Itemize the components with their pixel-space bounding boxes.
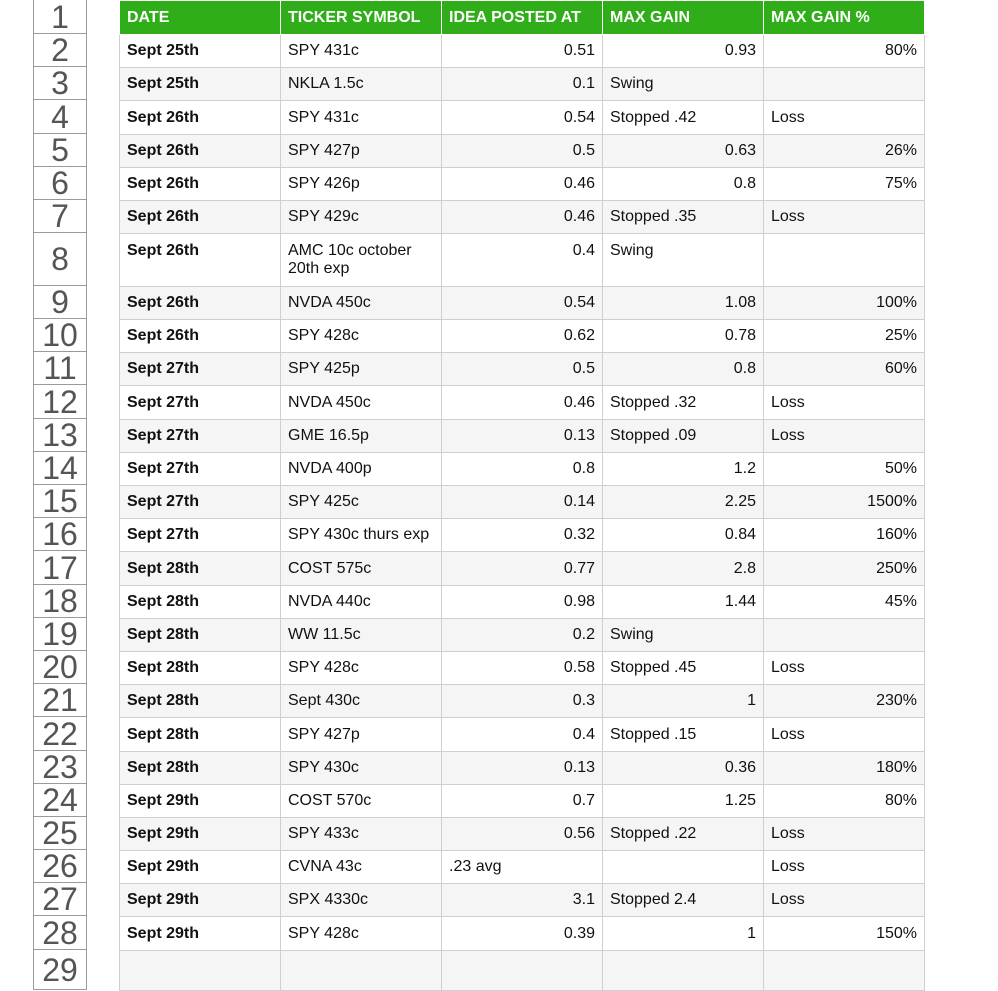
- idea-posted-cell[interactable]: 0.2: [442, 619, 603, 652]
- row-number[interactable]: 22: [34, 717, 86, 751]
- date-cell[interactable]: Sept 29th: [120, 785, 281, 818]
- ticker-cell[interactable]: CVNA 43c: [281, 851, 442, 884]
- header-ticker-symbol[interactable]: TICKER SYMBOL: [281, 1, 442, 35]
- ticker-cell[interactable]: SPY 428c: [281, 320, 442, 353]
- row-number[interactable]: 29: [34, 950, 86, 990]
- max-gain-cell[interactable]: 0.8: [603, 168, 764, 201]
- date-cell[interactable]: Sept 29th: [120, 917, 281, 951]
- ticker-cell[interactable]: SPY 430c: [281, 752, 442, 785]
- ticker-cell[interactable]: SPY 427p: [281, 718, 442, 752]
- row-number[interactable]: 27: [34, 883, 86, 916]
- spreadsheet-table: [119, 0, 925, 991]
- date-cell[interactable]: Sept 26th: [120, 234, 281, 287]
- max-gain-cell[interactable]: 0.84: [603, 519, 764, 552]
- table-row: [120, 453, 925, 486]
- max-gain-cell[interactable]: 0.93: [603, 35, 764, 68]
- date-cell[interactable]: Sept 28th: [120, 586, 281, 619]
- max-gain-percent-cell[interactable]: [764, 68, 925, 101]
- date-cell[interactable]: Sept 29th: [120, 884, 281, 917]
- date-cell[interactable]: Sept 28th: [120, 619, 281, 652]
- max-gain-cell[interactable]: 0.36: [603, 752, 764, 785]
- row-number[interactable]: 28: [34, 916, 86, 950]
- max-gain-cell[interactable]: Stopped 2.4: [603, 884, 764, 917]
- header-date[interactable]: DATE: [120, 1, 281, 35]
- ticker-cell[interactable]: GME 16.5p: [281, 420, 442, 453]
- table-row: [120, 785, 925, 818]
- table-row: [120, 68, 925, 101]
- header-row: [120, 1, 925, 35]
- max-gain-cell[interactable]: Swing: [603, 68, 764, 101]
- ticker-cell[interactable]: NVDA 450c: [281, 386, 442, 420]
- table-row: [120, 234, 925, 287]
- row-number[interactable]: 5: [34, 134, 86, 167]
- table-row: [120, 951, 925, 991]
- idea-posted-cell[interactable]: 0.32: [442, 519, 603, 552]
- max-gain-percent-cell[interactable]: 26%: [764, 135, 925, 168]
- ticker-cell[interactable]: SPY 425p: [281, 353, 442, 386]
- max-gain-cell[interactable]: Stopped .32: [603, 386, 764, 420]
- date-cell[interactable]: Sept 27th: [120, 486, 281, 519]
- table-row: [120, 884, 925, 917]
- table-row: [120, 101, 925, 135]
- ticker-cell[interactable]: SPY 431c: [281, 35, 442, 68]
- idea-posted-cell[interactable]: 0.51: [442, 35, 603, 68]
- date-cell[interactable]: Sept 26th: [120, 135, 281, 168]
- max-gain-percent-cell[interactable]: [764, 951, 925, 991]
- idea-posted-cell[interactable]: 0.8: [442, 453, 603, 486]
- max-gain-percent-cell[interactable]: 50%: [764, 453, 925, 486]
- max-gain-percent-cell[interactable]: Loss: [764, 884, 925, 917]
- max-gain-cell[interactable]: 0.63: [603, 135, 764, 168]
- max-gain-percent-cell[interactable]: Loss: [764, 101, 925, 135]
- ticker-cell[interactable]: SPY 429c: [281, 201, 442, 234]
- max-gain-cell[interactable]: Stopped .35: [603, 201, 764, 234]
- max-gain-cell[interactable]: 2.25: [603, 486, 764, 519]
- idea-posted-cell[interactable]: 0.39: [442, 917, 603, 951]
- date-cell[interactable]: Sept 28th: [120, 718, 281, 752]
- max-gain-percent-cell[interactable]: Loss: [764, 386, 925, 420]
- date-cell[interactable]: Sept 29th: [120, 851, 281, 884]
- row-number[interactable]: 3: [34, 67, 86, 100]
- table-row: [120, 353, 925, 386]
- date-cell[interactable]: Sept 25th: [120, 35, 281, 68]
- max-gain-percent-cell[interactable]: [764, 619, 925, 652]
- row-number[interactable]: 25: [34, 817, 86, 850]
- max-gain-cell[interactable]: 1.2: [603, 453, 764, 486]
- idea-posted-cell[interactable]: 0.62: [442, 320, 603, 353]
- idea-posted-cell[interactable]: 0.56: [442, 818, 603, 851]
- row-number[interactable]: 1: [34, 0, 86, 34]
- table-row: [120, 917, 925, 951]
- date-cell[interactable]: Sept 25th: [120, 68, 281, 101]
- idea-posted-cell[interactable]: 0.1: [442, 68, 603, 101]
- max-gain-cell[interactable]: 2.8: [603, 552, 764, 586]
- table-row: [120, 201, 925, 234]
- ticker-cell[interactable]: SPY 430c thurs exp: [281, 519, 442, 552]
- table-row: [120, 287, 925, 320]
- date-cell[interactable]: Sept 28th: [120, 552, 281, 586]
- ticker-cell[interactable]: NVDA 400p: [281, 453, 442, 486]
- idea-posted-cell[interactable]: 0.4: [442, 718, 603, 752]
- row-number[interactable]: 16: [34, 518, 86, 551]
- idea-posted-cell[interactable]: 0.46: [442, 168, 603, 201]
- ticker-cell[interactable]: COST 575c: [281, 552, 442, 586]
- idea-posted-cell[interactable]: 0.46: [442, 201, 603, 234]
- date-cell[interactable]: Sept 26th: [120, 287, 281, 320]
- idea-posted-cell[interactable]: 0.13: [442, 420, 603, 453]
- table-body: [120, 35, 925, 991]
- max-gain-cell[interactable]: Swing: [603, 619, 764, 652]
- max-gain-percent-cell[interactable]: Loss: [764, 718, 925, 752]
- row-number[interactable]: 7: [34, 200, 86, 233]
- max-gain-percent-cell[interactable]: Loss: [764, 818, 925, 851]
- ticker-cell[interactable]: SPY 433c: [281, 818, 442, 851]
- row-number[interactable]: 8: [34, 233, 86, 286]
- ticker-cell[interactable]: Sept 430c: [281, 685, 442, 718]
- idea-posted-cell[interactable]: 0.5: [442, 135, 603, 168]
- idea-posted-cell[interactable]: 3.1: [442, 884, 603, 917]
- ticker-cell[interactable]: SPY 428c: [281, 917, 442, 951]
- max-gain-cell[interactable]: 1.25: [603, 785, 764, 818]
- row-number[interactable]: 13: [34, 419, 86, 452]
- max-gain-percent-cell[interactable]: Loss: [764, 201, 925, 234]
- idea-posted-cell[interactable]: 0.3: [442, 685, 603, 718]
- max-gain-percent-cell[interactable]: 180%: [764, 752, 925, 785]
- date-cell[interactable]: Sept 28th: [120, 652, 281, 685]
- idea-posted-cell[interactable]: 0.13: [442, 752, 603, 785]
- idea-posted-cell[interactable]: 0.4: [442, 234, 603, 287]
- max-gain-percent-cell[interactable]: 230%: [764, 685, 925, 718]
- idea-posted-cell[interactable]: 0.54: [442, 287, 603, 320]
- row-number[interactable]: 12: [34, 385, 86, 419]
- ticker-cell[interactable]: COST 570c: [281, 785, 442, 818]
- ticker-cell[interactable]: [281, 951, 442, 991]
- row-number[interactable]: 26: [34, 850, 86, 883]
- date-cell[interactable]: Sept 28th: [120, 752, 281, 785]
- idea-posted-cell[interactable]: 0.54: [442, 101, 603, 135]
- max-gain-cell[interactable]: 1: [603, 917, 764, 951]
- date-cell[interactable]: Sept 26th: [120, 320, 281, 353]
- ticker-cell[interactable]: NVDA 440c: [281, 586, 442, 619]
- ticker-cell[interactable]: SPY 425c: [281, 486, 442, 519]
- ticker-cell[interactable]: NVDA 450c: [281, 287, 442, 320]
- header-max-gain[interactable]: MAX GAIN: [603, 1, 764, 35]
- date-cell[interactable]: Sept 28th: [120, 685, 281, 718]
- idea-posted-cell[interactable]: 0.5: [442, 353, 603, 386]
- date-cell[interactable]: Sept 29th: [120, 818, 281, 851]
- row-number[interactable]: 14: [34, 452, 86, 485]
- date-cell[interactable]: Sept 27th: [120, 353, 281, 386]
- ticker-cell[interactable]: SPY 427p: [281, 135, 442, 168]
- ticker-cell[interactable]: NKLA 1.5c: [281, 68, 442, 101]
- row-number[interactable]: 20: [34, 651, 86, 684]
- ticker-cell[interactable]: SPY 428c: [281, 652, 442, 685]
- ticker-cell[interactable]: SPY 426p: [281, 168, 442, 201]
- date-cell[interactable]: Sept 27th: [120, 386, 281, 420]
- row-number[interactable]: 4: [34, 100, 86, 134]
- idea-posted-cell[interactable]: [442, 951, 603, 991]
- table-row: [120, 552, 925, 586]
- max-gain-cell[interactable]: 1.08: [603, 287, 764, 320]
- idea-posted-cell[interactable]: .23 avg: [442, 851, 603, 884]
- table-row: [120, 168, 925, 201]
- row-number[interactable]: 17: [34, 551, 86, 585]
- table-row: [120, 320, 925, 353]
- ticker-cell[interactable]: SPX 4330c: [281, 884, 442, 917]
- idea-posted-cell[interactable]: 0.14: [442, 486, 603, 519]
- max-gain-percent-cell[interactable]: 250%: [764, 552, 925, 586]
- max-gain-percent-cell[interactable]: 25%: [764, 320, 925, 353]
- row-number[interactable]: 24: [34, 784, 86, 817]
- table-row: [120, 685, 925, 718]
- max-gain-percent-cell[interactable]: 45%: [764, 586, 925, 619]
- table-row: [120, 586, 925, 619]
- ticker-cell[interactable]: AMC 10c october 20th exp: [281, 234, 442, 287]
- table-row: [120, 486, 925, 519]
- max-gain-percent-cell[interactable]: 60%: [764, 353, 925, 386]
- header-idea-posted-at[interactable]: IDEA POSTED AT: [442, 1, 603, 35]
- table-row: [120, 818, 925, 851]
- idea-posted-cell[interactable]: 0.77: [442, 552, 603, 586]
- max-gain-cell[interactable]: Swing: [603, 234, 764, 287]
- max-gain-percent-cell[interactable]: 100%: [764, 287, 925, 320]
- row-number[interactable]: 21: [34, 684, 86, 717]
- max-gain-cell[interactable]: 1: [603, 685, 764, 718]
- table-row: [120, 619, 925, 652]
- row-number[interactable]: 19: [34, 618, 86, 651]
- table-row: [120, 135, 925, 168]
- idea-posted-cell[interactable]: 0.46: [442, 386, 603, 420]
- date-cell[interactable]: Sept 27th: [120, 453, 281, 486]
- row-number[interactable]: 2: [34, 34, 86, 67]
- max-gain-cell[interactable]: Stopped .22: [603, 818, 764, 851]
- max-gain-percent-cell[interactable]: 160%: [764, 519, 925, 552]
- idea-posted-cell[interactable]: 0.98: [442, 586, 603, 619]
- max-gain-percent-cell[interactable]: 80%: [764, 785, 925, 818]
- max-gain-percent-cell[interactable]: Loss: [764, 851, 925, 884]
- row-number[interactable]: 10: [34, 319, 86, 352]
- table-row: [120, 420, 925, 453]
- max-gain-cell[interactable]: 0.78: [603, 320, 764, 353]
- table-row: [120, 35, 925, 68]
- max-gain-percent-cell[interactable]: 80%: [764, 35, 925, 68]
- max-gain-percent-cell[interactable]: [764, 234, 925, 287]
- date-cell[interactable]: Sept 27th: [120, 519, 281, 552]
- max-gain-cell[interactable]: [603, 951, 764, 991]
- table-row: [120, 386, 925, 420]
- idea-posted-cell[interactable]: 0.58: [442, 652, 603, 685]
- max-gain-cell[interactable]: Stopped .42: [603, 101, 764, 135]
- max-gain-cell[interactable]: Stopped .15: [603, 718, 764, 752]
- date-cell[interactable]: Sept 26th: [120, 101, 281, 135]
- row-number[interactable]: 18: [34, 585, 86, 618]
- header-max-gain-percent[interactable]: MAX GAIN %: [764, 1, 925, 35]
- row-number[interactable]: 11: [34, 352, 86, 385]
- max-gain-cell[interactable]: 1.44: [603, 586, 764, 619]
- max-gain-percent-cell[interactable]: Loss: [764, 652, 925, 685]
- date-cell[interactable]: Sept 26th: [120, 168, 281, 201]
- max-gain-percent-cell[interactable]: 150%: [764, 917, 925, 951]
- max-gain-percent-cell[interactable]: 1500%: [764, 486, 925, 519]
- max-gain-cell[interactable]: Stopped .09: [603, 420, 764, 453]
- max-gain-cell[interactable]: Stopped .45: [603, 652, 764, 685]
- max-gain-cell[interactable]: [603, 851, 764, 884]
- row-number[interactable]: 15: [34, 485, 86, 518]
- ticker-cell[interactable]: WW 11.5c: [281, 619, 442, 652]
- ticker-cell[interactable]: SPY 431c: [281, 101, 442, 135]
- row-number[interactable]: 9: [34, 286, 86, 319]
- max-gain-percent-cell[interactable]: 75%: [764, 168, 925, 201]
- row-number-column: [33, 0, 87, 990]
- row-number[interactable]: 6: [34, 167, 86, 200]
- table-row: [120, 652, 925, 685]
- row-number[interactable]: 23: [34, 751, 86, 784]
- max-gain-cell[interactable]: 0.8: [603, 353, 764, 386]
- table-row: [120, 851, 925, 884]
- table-row: [120, 752, 925, 785]
- date-cell[interactable]: Sept 26th: [120, 201, 281, 234]
- date-cell[interactable]: [120, 951, 281, 991]
- table-row: [120, 718, 925, 752]
- idea-posted-cell[interactable]: 0.7: [442, 785, 603, 818]
- max-gain-percent-cell[interactable]: Loss: [764, 420, 925, 453]
- table-row: [120, 519, 925, 552]
- date-cell[interactable]: Sept 27th: [120, 420, 281, 453]
